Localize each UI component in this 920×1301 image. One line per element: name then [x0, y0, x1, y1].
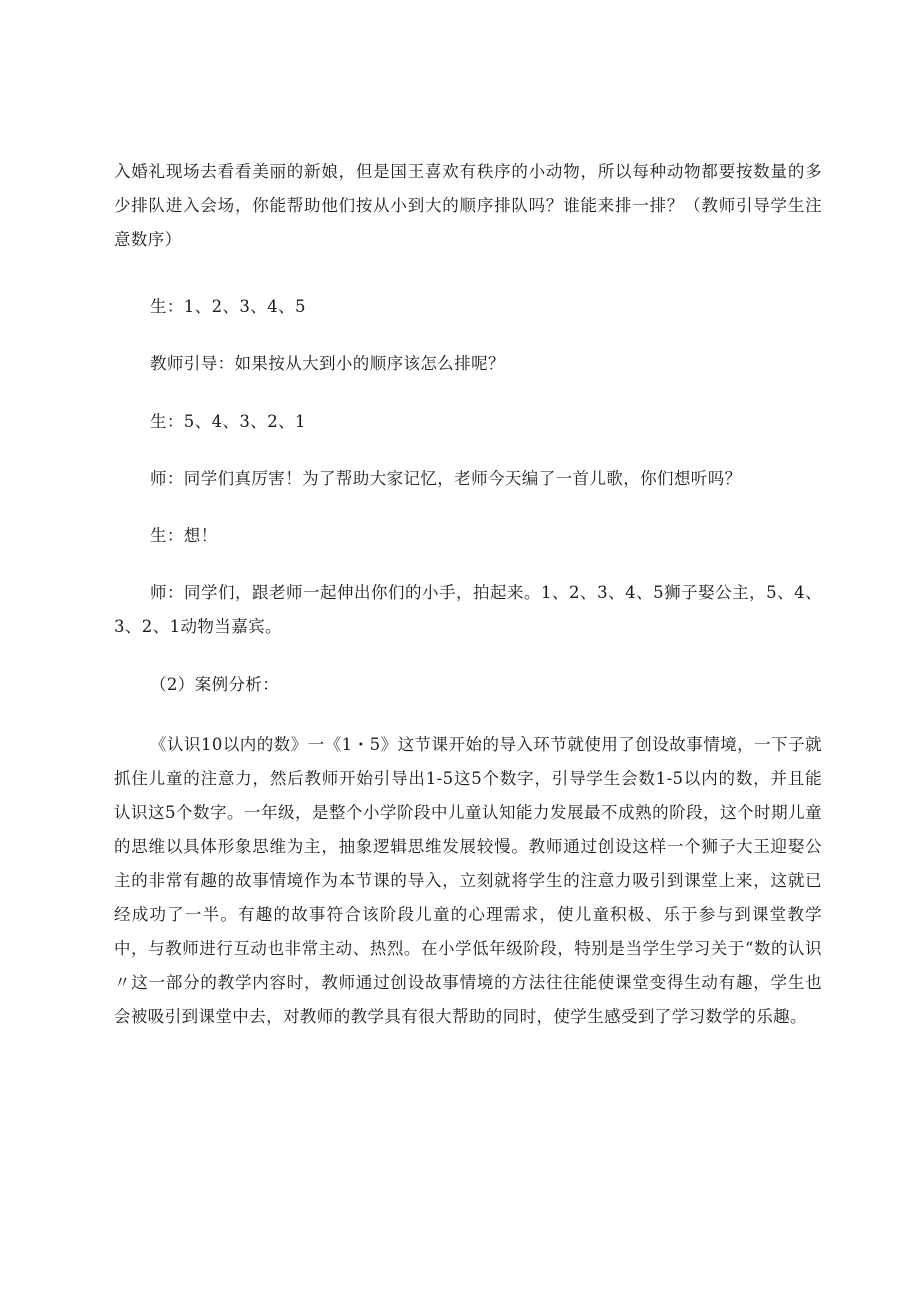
section-heading: （2）案例分析：	[150, 675, 280, 694]
paragraph-teacher-guide: 教师引导：如果按从大到小的顺序该怎么排呢？	[150, 354, 505, 373]
paragraph-student-answer-2: 生：5、4、3、2、1	[150, 412, 306, 431]
paragraph-teacher-2: 师：同学们，跟老师一起伸出你们的小手，拍起来。1、2、3、4、5狮子娶公主，5、4、3、2、1动物当嘉宾。	[114, 583, 822, 636]
paragraph-analysis: 《认识10以内的数》一《1・5》这节课开始的导入环节就使用了创设故事情境，一下子就抓住儿童的注意力，然后教师开始引导出1-5这5个数字，引导学生会数1-5以内的数，并且能认识这5个数字。一年级，是整个小学阶段中儿童认知能力发展最不成熟的阶段，这个时期儿童的思维以具体形象思维为主，抽象逻辑思维发展较慢。教师通过创设这样一个狮子大王迎娶公主的非常有趣的故事情境作为本节课的导入，立刻就将学生的注意力吸引到课堂上来，这就已经成功了一半。有趣的故事符合该阶段儿童的心理需求，使儿童积极、乐于参与到课堂教学中，与教师进行互动也非常主动、热烈。在小学低年级阶段，特别是当学生学习关于“数的认识〃这一部分的教学内容时，教师通过创设故事情境的方法往往能使课堂变得生动有趣，学生也会被吸引到课堂中去，对教师的教学具有很大帮助的同时，使学生感受到了学习数学的乐趣。	[114, 735, 822, 1026]
paragraph-teacher-1: 师：同学们真厉害！为了帮助大家记忆，老师今天编了一首儿歌，你们想听吗？	[150, 469, 742, 488]
paragraph-intro: 入婚礼现场去看看美丽的新娘，但是国王喜欢有秩序的小动物，所以每种动物都要按数量的多少排队进入会场，你能帮助他们按从小到大的顺序排队吗？谁能来排一排？（教师引导学生注意数序）	[114, 162, 822, 249]
paragraph-student-answer-3: 生：想！	[150, 526, 218, 545]
paragraph-student-answer-1: 生：1、2、3、4、5	[150, 297, 306, 316]
